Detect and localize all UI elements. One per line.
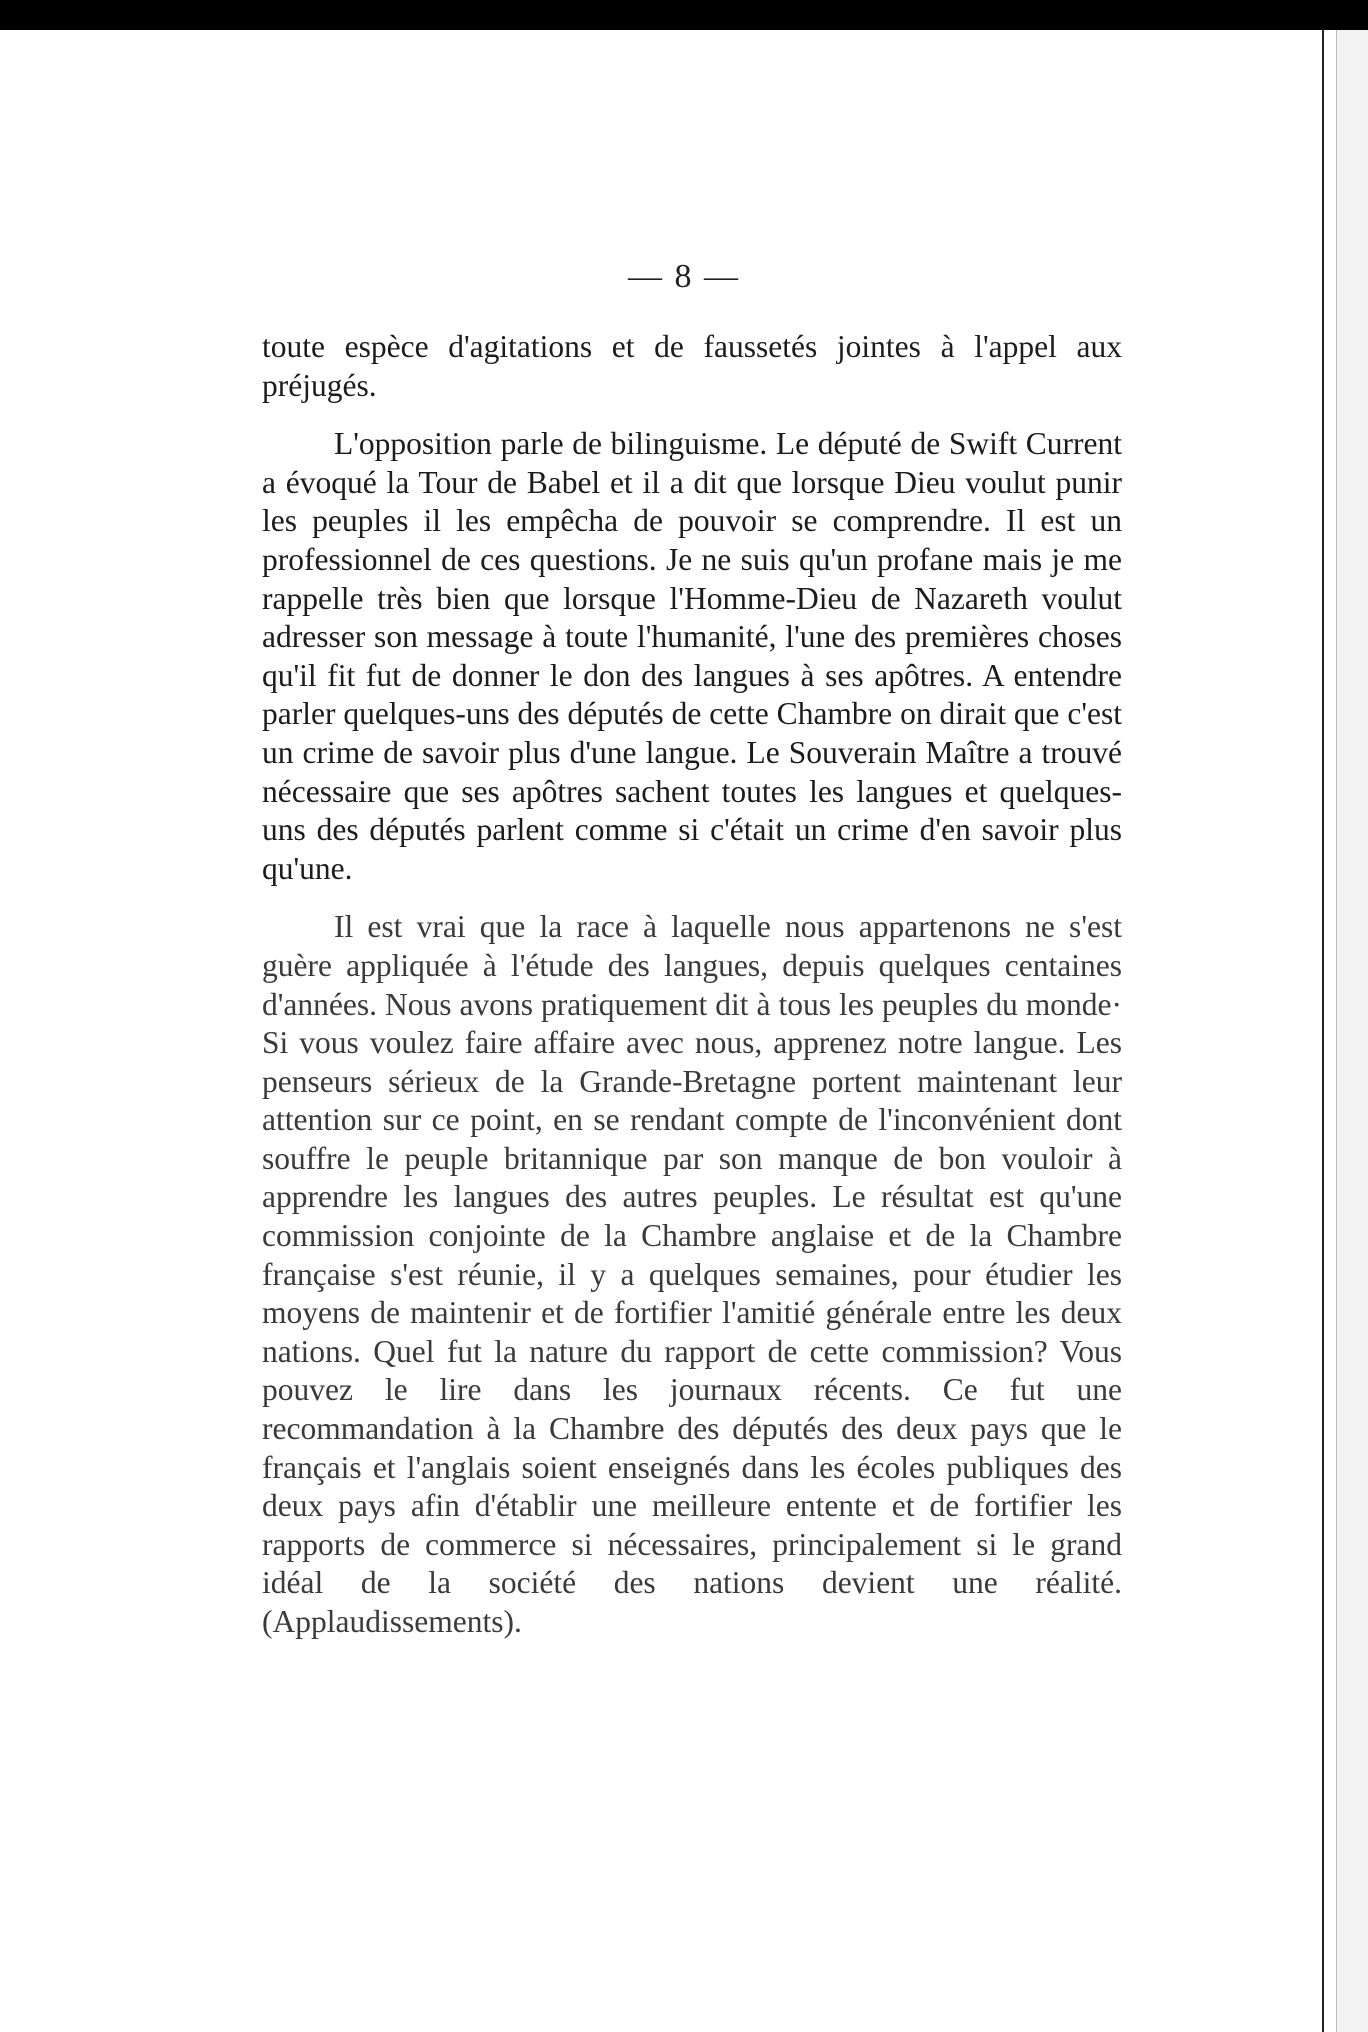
page-number: — 8 — [628, 258, 740, 295]
paragraph-gap [262, 405, 1122, 425]
paragraph-1: toute espèce d'agitations et de faussetés jointes à l'appel aux préjugés. [262, 329, 1122, 403]
paragraph-2: L'opposition parle de bilinguisme. Le député de Swift Current a évoqué la Tour de Babel et il a dit que lorsque Dieu voulut punir les peuples il les empêcha de pouvoir se comprendre. Il est un professionnel de ces questions. Je ne suis qu'un profane mais je me rappelle très bien que lorsque l'Homme-Dieu de Nazareth voulut adresser son message à toute l'humanité, l'une des premières choses qu'il fit fut de donner le don des langues à ses apôtres. A entendre parler quelques-uns des députés de cette Chambre on dirait que c'est un crime de savoir plus d'une langue. Le Souverain Maître a trouvé nécessaire que ses apôtres sachent toutes les langues et quelques-uns des députés parlent comme si c'était un crime d'en savoir plus qu'une. [262, 426, 1122, 886]
body-text [262, 328, 1122, 1642]
page-gutter [1336, 30, 1368, 2032]
page-edge-line [1322, 30, 1324, 2032]
paragraph-3: Il est vrai que la race à laquelle nous appartenons ne s'est guère appliquée à l'étude des langues, depuis quelques centaines d'années. Nous avons pratiquement dit à tous les peuples du monde· Si vous voulez faire affaire avec nous, apprenez notre langue. Les penseurs sérieux de la Grande-Bretagne portent maintenant leur attention sur ce point, en se rendant compte de l'inconvénient dont souffre le peuple britannique par son manque de bon vouloir à apprendre les langues des autres peuples. Le résultat est qu'une commission conjointe de la Chambre anglaise et de la Chambre française s'est réunie, il y a quelques semaines, pour étudier les moyens de maintenir et de fortifier l'amitié générale entre les deux nations. Quel fut la nature du rapport de cette commission? Vous pouvez le lire dans les journaux récents. Ce fut une recommandation à la Chambre des députés des deux pays que le français et l'anglais soient enseignés dans les écoles publiques des deux pays afin d'établir une meilleure entente et de fortifier les rapports de commerce si nécessaires, principalement si le grand idéal de la société des nations devient une réalité. (Applaudissements). [262, 909, 1122, 1639]
paragraph-gap [262, 888, 1122, 908]
